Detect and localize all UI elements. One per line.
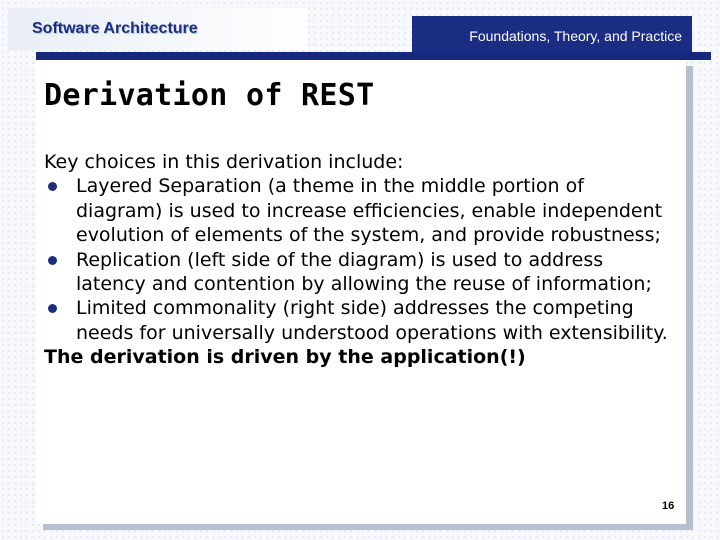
intro-text: Key choices in this derivation include: xyxy=(44,151,404,173)
header-divider xyxy=(36,52,711,60)
header-left-box xyxy=(8,8,308,50)
bullet-dot-icon xyxy=(48,256,57,265)
bullet-text: Layered Separation (a theme in the middle portion of diagram) is used to increase efficiencies, enable independent evolution of elements of the system, and provide robustness; xyxy=(76,175,663,247)
bullet-text: Limited commonality (right side) addresses the competing needs for universally understood operations with extensibility. xyxy=(76,297,668,344)
bullet-text: Replication (left side of the diagram) is used to address latency and contention by allowing the reuse of information; xyxy=(76,248,652,296)
bullet-dot-icon xyxy=(48,182,57,191)
book-subtitle: Foundations, Theory, and Practice xyxy=(469,28,682,44)
slide-header xyxy=(8,8,712,50)
page-number: 16 xyxy=(662,500,675,512)
bullet-list xyxy=(44,174,674,345)
bullet-item xyxy=(44,248,674,297)
bullet-item xyxy=(44,174,674,247)
conclusion-text: The derivation is driven by the application(!) xyxy=(44,346,526,369)
bullet-dot-icon xyxy=(48,304,57,313)
slide-title: Derivation of REST xyxy=(44,78,375,113)
course-title: Software Architecture xyxy=(32,20,198,37)
header-right-box xyxy=(412,16,692,56)
slide-body xyxy=(44,150,674,370)
bullet-item xyxy=(44,296,674,345)
